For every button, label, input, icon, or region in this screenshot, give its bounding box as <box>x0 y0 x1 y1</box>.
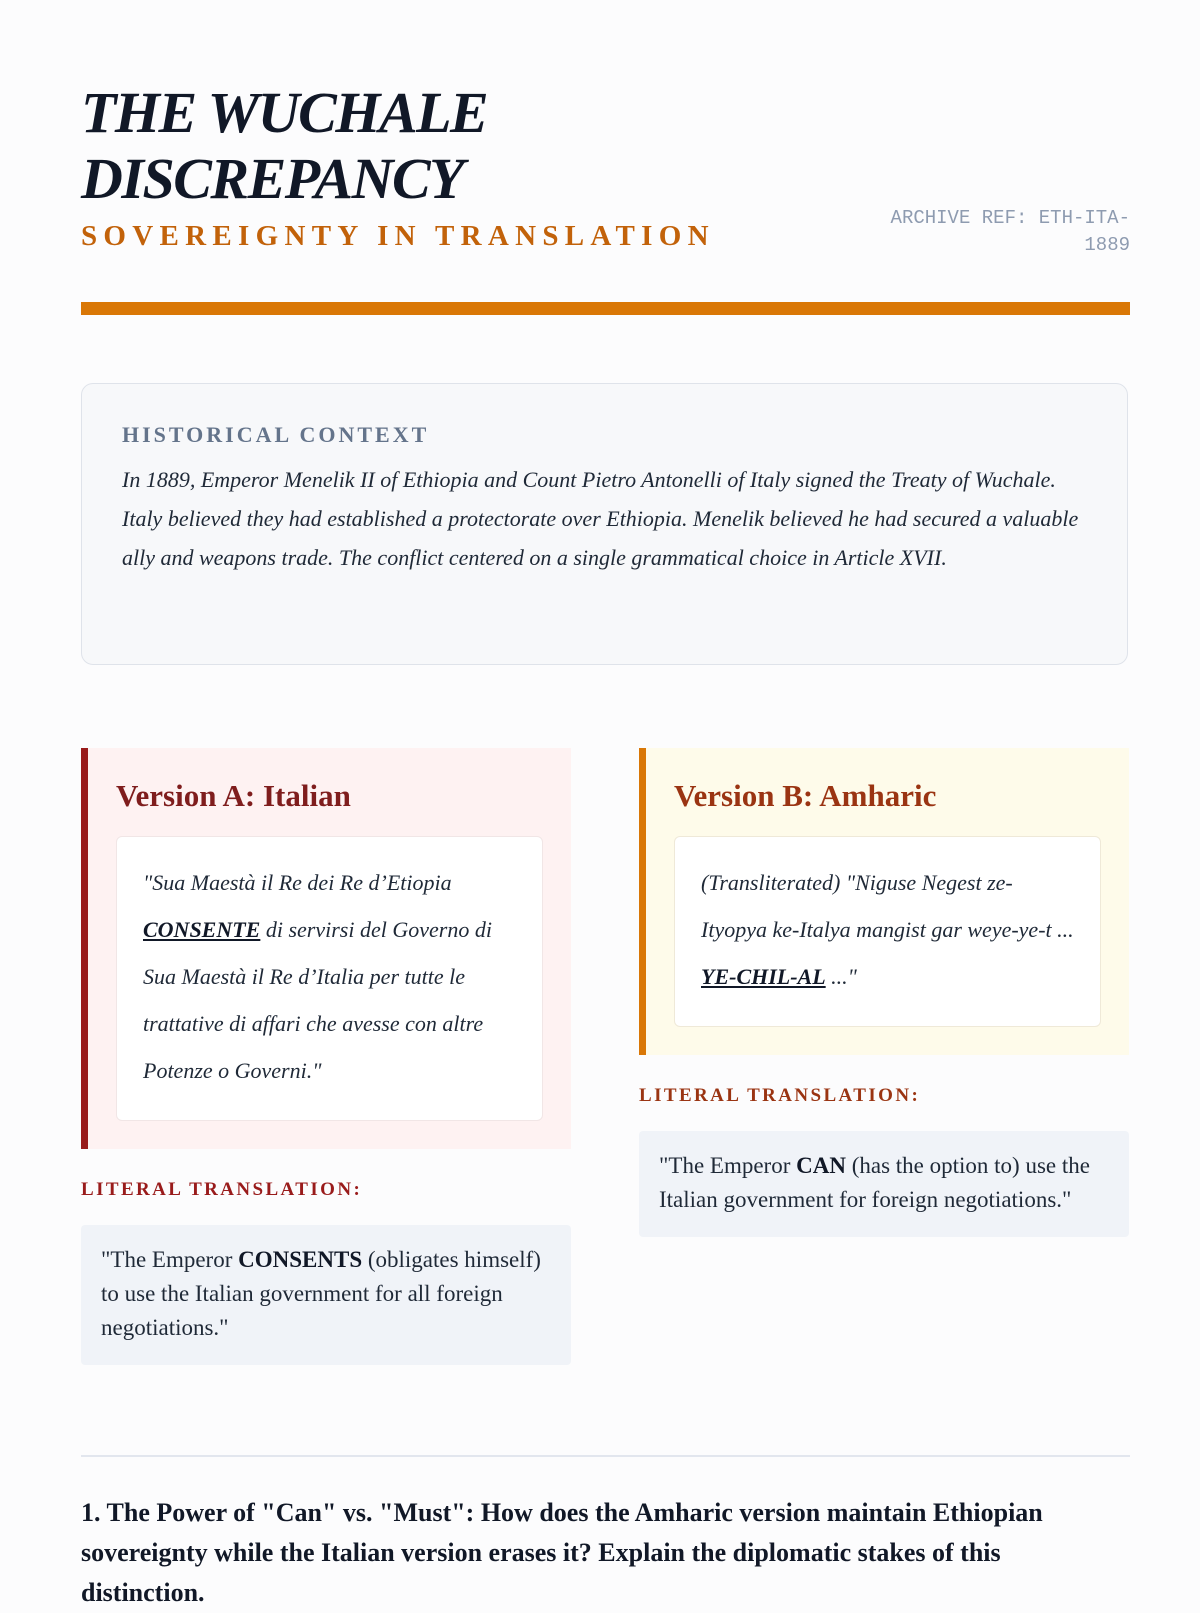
version-b-key-term: YE-CHIL-AL <box>701 964 826 989</box>
version-b-card <box>639 748 1129 1055</box>
version-b-literal-label: LITERAL TRANSLATION: <box>639 1085 921 1106</box>
version-a-title: Version A: Italian <box>116 778 351 813</box>
version-a-quote-before: "Sua Maestà il Re dei Re d’Etiopia <box>143 870 452 895</box>
page-title-line2: DISCREPANCY <box>81 146 464 211</box>
version-a-literal-before: "The Emperor <box>101 1247 239 1272</box>
version-a-quote <box>116 836 543 1121</box>
version-a-card <box>81 748 571 1149</box>
version-b-literal-after: (has the option to) use the Italian government for foreign negotiations." <box>659 1153 1090 1212</box>
version-b-literal-before: "The Emperor <box>659 1153 797 1178</box>
version-b-column <box>639 748 1129 1237</box>
page-subtitle: SOVEREIGNTY IN TRANSLATION <box>81 220 715 252</box>
version-b-literal-translation <box>639 1131 1129 1237</box>
archive-reference: ARCHIVE REF: ETH-ITA-1889 <box>890 207 1130 256</box>
header <box>81 80 1130 260</box>
version-a-literal-after: (obligates himself) to use the Italian government for all foreign negotiations." <box>101 1247 541 1340</box>
historical-context-box <box>81 383 1128 665</box>
version-a-literal-key: CONSENTS <box>238 1247 363 1272</box>
version-b-quote-after: ..." <box>825 964 857 989</box>
page-title-line1: THE WUCHALE <box>81 80 488 145</box>
header-divider <box>81 302 1130 315</box>
version-b-quote <box>674 836 1101 1027</box>
version-b-quote-before: (Transliterated) "Niguse Negest ze-Ityopya ke-Italya mangist gar weye-ye-t ... <box>701 870 1074 942</box>
context-body: In 1889, Emperor Menelik II of Ethiopia and Count Pietro Antonelli of Italy signed the Treaty of Wuchale. Italy believed they had established a protectorate over Ethiopia. Menelik believed he had secured a valuable ally and weapons trade. The conflict centered on a single grammatical choice in Article XVII. <box>122 467 1079 570</box>
context-label: HISTORICAL CONTEXT <box>122 422 430 447</box>
version-b-title: Version B: Amharic <box>674 778 937 813</box>
section-divider <box>81 1455 1130 1457</box>
version-a-quote-after: di servirsi del Governo di Sua Maestà il Re d’Italia per tutte le trattative di affari che avesse con altre Potenze o Governi." <box>143 917 492 1083</box>
version-a-literal-label: LITERAL TRANSLATION: <box>81 1179 363 1200</box>
discussion-question: 1. The Power of "Can" vs. "Must": How does the Amharic version maintain Ethiopian sovereignty while the Italian version erases it? Explain the diplomatic stakes of this distinction. <box>81 1498 1043 1607</box>
page-title <box>81 80 641 212</box>
version-a-column <box>81 748 571 1365</box>
version-b-literal-key: CAN <box>796 1153 846 1178</box>
version-a-key-term: CONSENTE <box>143 917 261 942</box>
version-a-literal-translation <box>81 1225 571 1365</box>
